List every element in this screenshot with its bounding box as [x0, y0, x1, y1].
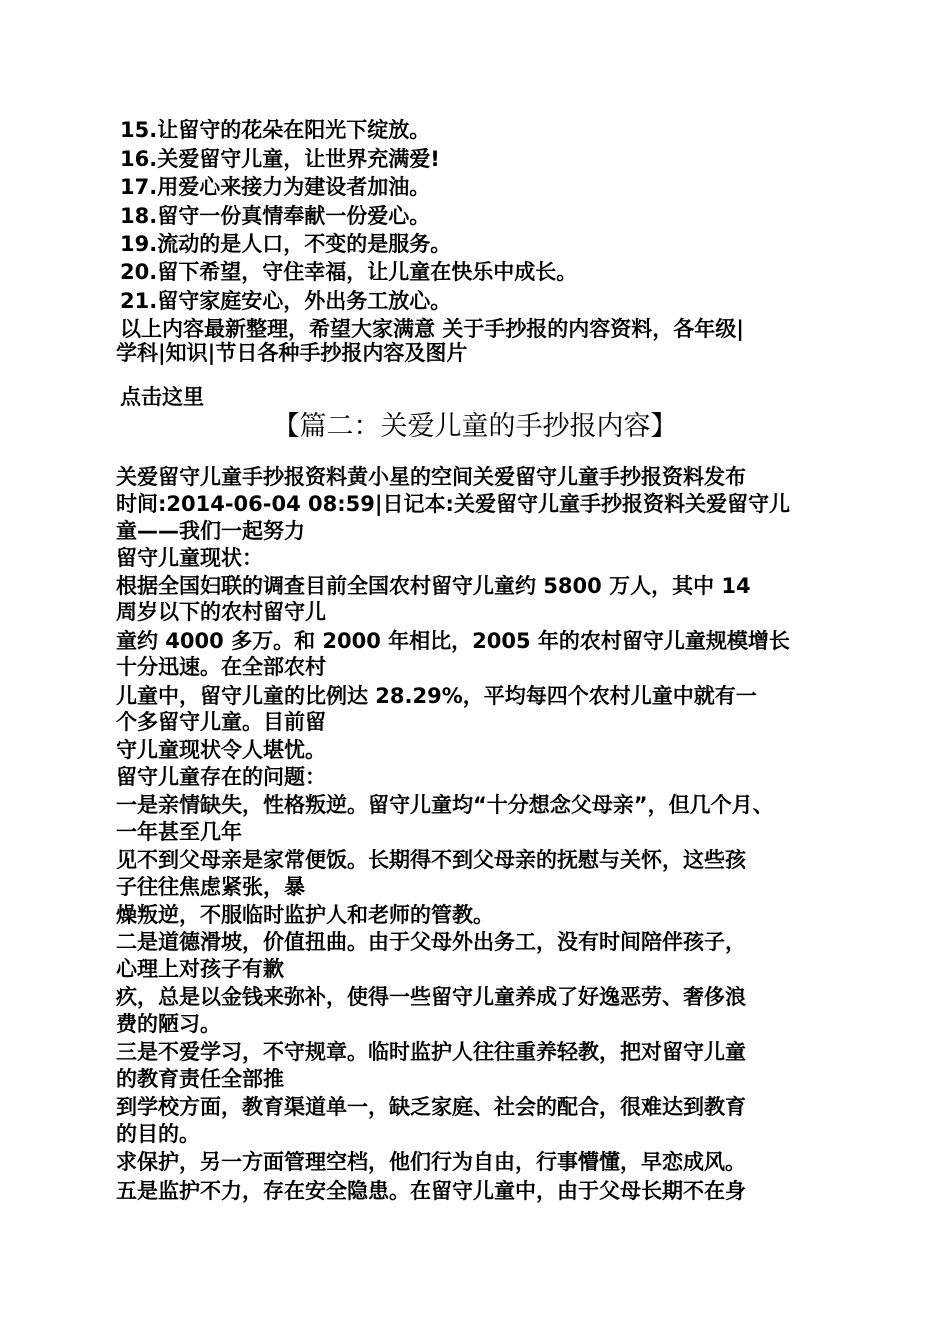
body-line: 二是道德滑坡，价值扭曲。由于父母外出务工，没有时间陪伴孩子，: [116, 930, 746, 954]
body-line: 留守儿童存在的问题：: [116, 765, 326, 789]
body-line: 守儿童现状令人堪忧。: [116, 738, 326, 762]
list-item-17: 17.用爱心来接力为建设者加油。: [120, 175, 431, 199]
body-line: 童——我们一起努力: [116, 519, 305, 543]
body-line: 心理上对孩子有歉: [116, 957, 284, 981]
note-line-1: 以上内容最新整理，希望大家满意 关于手抄报的内容资料，各年级|: [120, 317, 744, 341]
body-line: 子往往焦虑紧张，暴: [116, 875, 305, 899]
body-line: 个多留守儿童。目前留: [116, 710, 326, 734]
body-line: 留守儿童现状：: [116, 546, 263, 570]
list-item-15: 15.让留守的花朵在阳光下绽放。: [120, 118, 431, 142]
body-line: 燥叛逆，不服临时监护人和老师的管教。: [116, 903, 494, 927]
note-line-2: 学科|知识|节日各种手抄报内容及图片: [116, 341, 468, 365]
click-here-link[interactable]: 点击这里: [120, 385, 204, 409]
body-line: 费的陋习。: [116, 1012, 221, 1036]
section-heading: 【篇二：关爱儿童的手抄报内容】: [272, 411, 678, 442]
body-line: 关爱留守儿童手抄报资料黄小星的空间关爱留守儿童手抄报资料发布: [116, 465, 746, 489]
body-line: 根据全国妇联的调查目前全国农村留守儿童约 5800 万人，其中 14: [116, 574, 751, 598]
body-line: 儿童中，留守儿童的比例达 28.29%，平均每四个农村儿童中就有一: [116, 684, 757, 708]
body-line: 十分迅速。在全部农村: [116, 655, 326, 679]
body-line: 的目的。: [116, 1122, 200, 1146]
list-item-16: 16.关爱留守儿童，让世界充满爱!: [120, 147, 440, 171]
body-line: 周岁以下的农村留守儿: [116, 600, 326, 624]
list-item-21: 21.留守家庭安心，外出务工放心。: [120, 289, 452, 313]
body-line: 到学校方面，教育渠道单一，缺乏家庭、社会的配合，很难达到教育: [116, 1095, 746, 1119]
list-item-19: 19.流动的是人口，不变的是服务。: [120, 232, 452, 256]
body-line: 的教育责任全部推: [116, 1067, 284, 1091]
body-line: 童约 4000 多万。和 2000 年相比，2005 年的农村留守儿童规模增长: [116, 629, 790, 653]
body-line: 一年甚至几年: [116, 820, 242, 844]
list-item-20: 20.留下希望，守住幸福，让儿童在快乐中成长。: [120, 260, 578, 284]
body-line: 三是不爱学习，不守规章。临时监护人往往重养轻教，把对留守儿童: [116, 1040, 746, 1064]
body-line: 疚，总是以金钱来弥补，使得一些留守儿童养成了好逸恶劳、奢侈浪: [116, 985, 746, 1009]
body-line: 一是亲情缺失，性格叛逆。留守儿童均“十分想念父母亲”，但几个月、: [116, 793, 774, 817]
body-line: 见不到父母亲是家常便饭。长期得不到父母亲的抚慰与关怀，这些孩: [116, 848, 746, 872]
body-line: 时间:2014-06-04 08:59|日记本:关爱留守儿童手抄报资料关爱留守儿: [116, 492, 790, 516]
body-line: 求保护，另一方面管理空档，他们行为自由，行事懵懂，早恋成风。: [116, 1150, 746, 1174]
list-item-18: 18.留守一份真情奉献一份爱心。: [120, 204, 431, 228]
body-line: 五是监护不力，存在安全隐患。在留守儿童中，由于父母长期不在身: [116, 1179, 746, 1203]
